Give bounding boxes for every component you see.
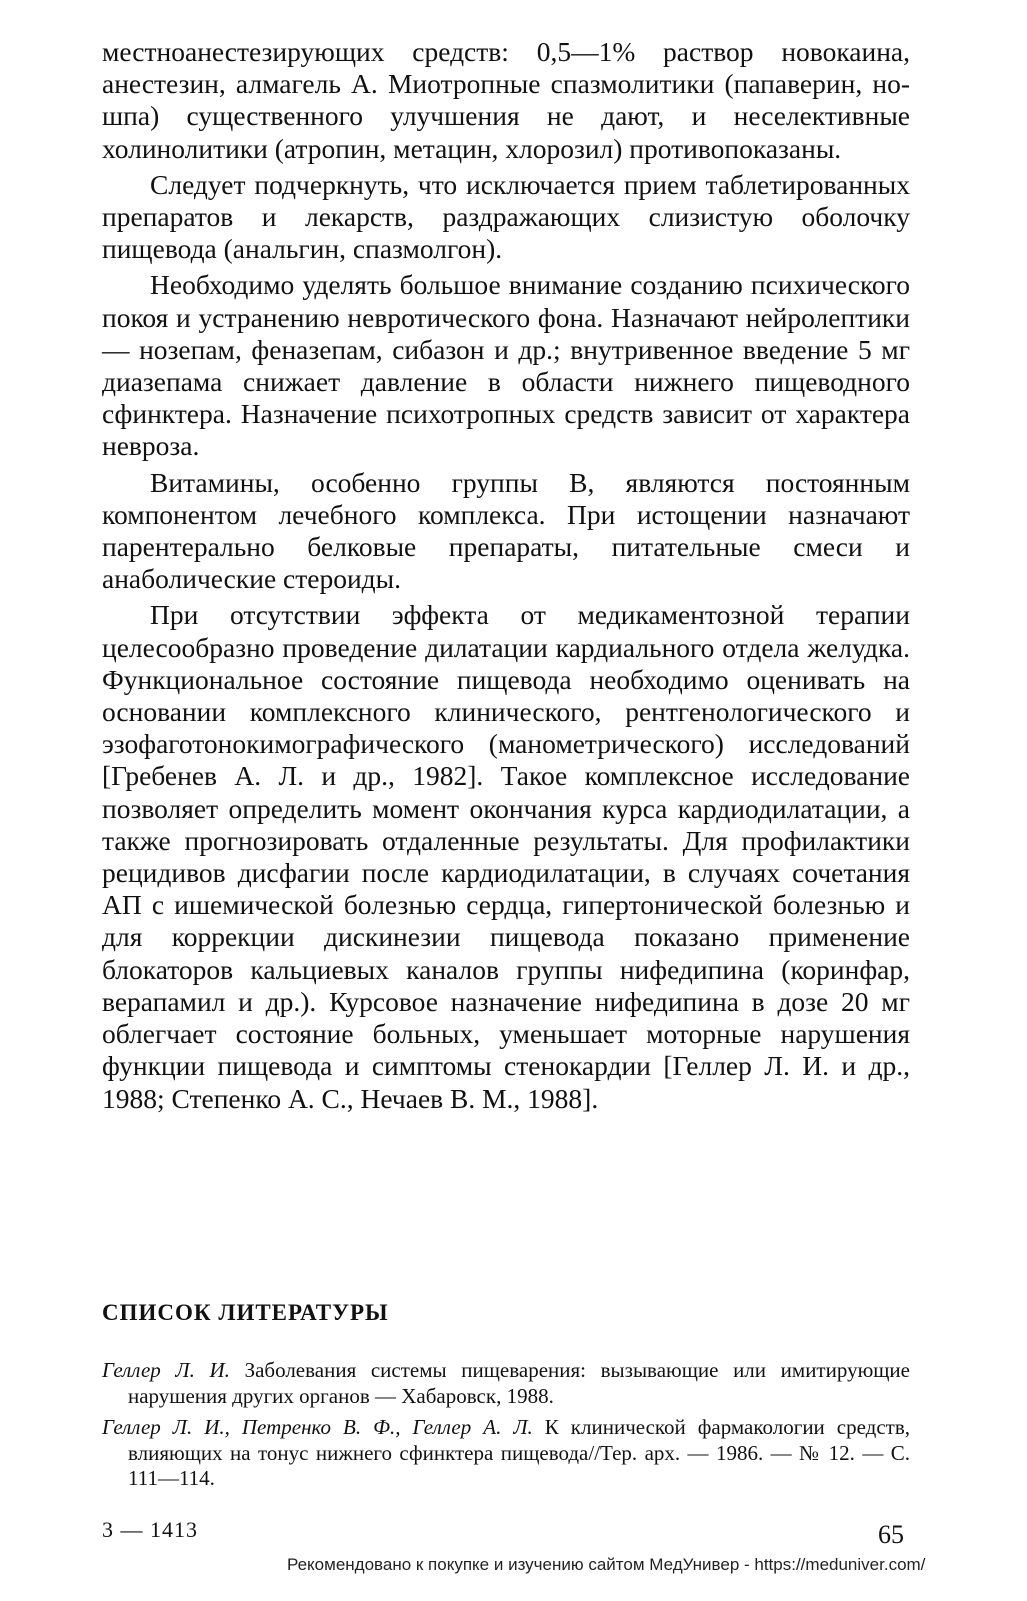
paragraph: Витамины, особенно группы В, являются постоянным компонентом лечебного комплекса. При истощении назначают парентерально белковые препараты, питательные смеси и анаболические стероиды. [102, 466, 910, 595]
reference-text: К клинической фармакологии средств, влияющих на тонус нижнего сфинктера пищевода//Тер. арх. — 1986. — № 12. — С. 111—114. [128, 1415, 910, 1490]
page-number: 65 [878, 1520, 904, 1549]
bibliography-heading: СПИСОК ЛИТЕРАТУРЫ [102, 1300, 389, 1325]
reference-authors: Геллер Л. И. [102, 1358, 230, 1382]
reference-text: Заболевания системы пищеварения: вызывающие или имитирующие нарушения других органов — Хабаровск, 1988. [128, 1358, 910, 1408]
main-text [102, 36, 910, 1115]
reference-entry [102, 1415, 910, 1492]
watermark: Рекомендовано к покупке и изучению сайтом МедУнивер - https://meduniver.com/ [283, 1555, 929, 1575]
paragraph: местноанестезирующих средств: 0,5—1% раствор новокаина, анестезин, алмагель А. Миотропные спазмолитики (папаверин, но-шпа) существенного улучшения не дают, и неселективные холинолитики (атропин, метацин, хлорозил) противопоказаны. [102, 36, 910, 164]
paragraph: Необходимо уделять большое внимание созданию психического покоя и устранению невротического фона. Назначают нейролептики — нозепам, феназепам, сибазон и др.; внутривенное введение 5 мг диазепама снижает давление в области нижнего пищеводного сфинктера. Назначение психотропных средств зависит от характера невроза. [102, 269, 910, 462]
bibliography-list [102, 1358, 910, 1498]
reference-authors: Геллер Л. И., Петренко В. Ф., Геллер А. Л. [102, 1415, 533, 1439]
reference-entry [102, 1358, 910, 1409]
printer-signature: 3 — 1413 [102, 1517, 198, 1542]
paragraph: При отсутствии эффекта от медикаментозной терапии целесообразно проведение дилатации кардиального отдела желудка. Функциональное состояние пищевода необходимо оценивать на основании комплексного клинического, рентгенологического и эзофаготонокимографического (манометрического) исследований [Гребенев А. Л. и др., 1982]. Такое комплексное исследование позволяет определить момент окончания курса кардиодилатации, а также прогнозировать отдаленные результаты. Для профилактики рецидивов дисфагии после кардиодилатации, в случаях сочетания АП с ишемической болезнью сердца, гипертонической болезнью и для коррекции дискинезии пищевода показано применение блокаторов кальциевых каналов группы нифедипина (коринфар, верапамил и др.). Курсовое назначение нифедипина в дозе 20 мг облегчает состояние больных, уменьшает моторные нарушения функции пищевода и симптомы стенокардии [Геллер Л. И. и др., 1988; Степенко А. С., Нечаев В. М., 1988]. [102, 599, 910, 1114]
paragraph: Следует подчеркнуть, что исключается прием таблетированных препаратов и лекарств, раздражающих слизистую оболочку пищевода (анальгин, спазмолгон). [102, 168, 910, 265]
